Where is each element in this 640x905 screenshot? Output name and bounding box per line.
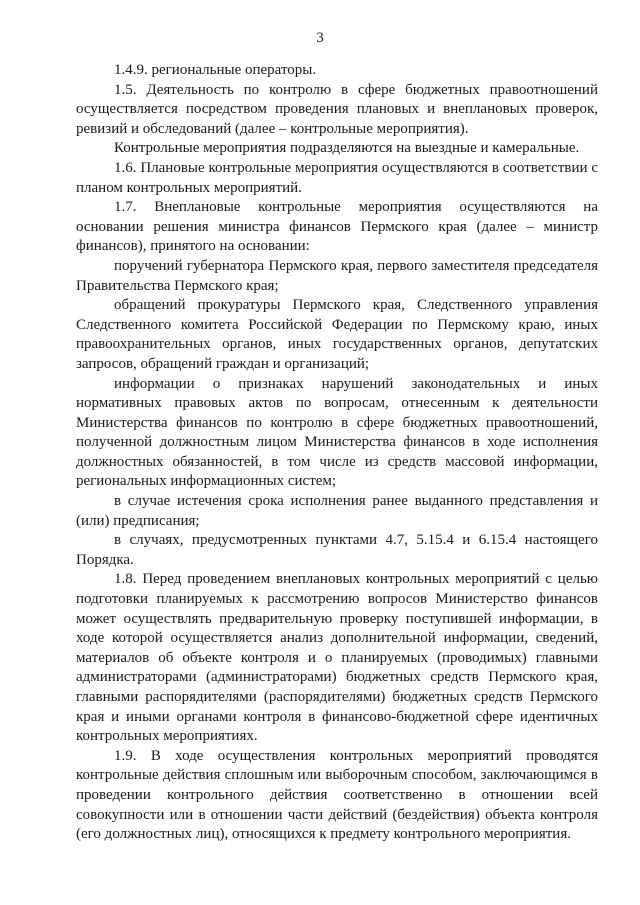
paragraph-1-9: 1.9. В ходе осуществления контрольных мероприятий проводятся контрольные действия сплошным или выборочным способом, заключающимся в проведении контрольного действия соответственно в отношении всей совокупности или в отношении части действий (бездействия) объекта контроля (его должностных лиц), относящихся к предмету контрольного мероприятия.	[76, 747, 598, 843]
paragraph-1-5: 1.5. Деятельность по контролю в сфере бюджетных правоотношений осуществляется посредством проведения плановых и внеплановых проверок, ревизий и обследований (далее – контрольные мероприятия).	[76, 81, 598, 137]
document-body	[76, 61, 598, 845]
paragraph-governor-orders: поручений губернатора Пермского края, первого заместителя председателя Правительства Пермского края;	[76, 257, 598, 294]
paragraph-1-4-9: 1.4.9. региональные операторы.	[114, 62, 317, 78]
paragraph-1-7: 1.7. Внеплановые контрольные мероприятия осуществляются на основании решения министра финансов Пермского края (далее – министр финансов), принятого на основании:	[76, 199, 598, 255]
paragraph-1-8: 1.8. Перед проведением внеплановых контрольных мероприятий с целью подготовки планируемых к рассмотрению вопросов Министерство финансов может осуществлять предварительную проверку поступившей информации, в ходе которой осуществляется анализ дополнительной информации, сведений, материалов об объекте контроля и о планируемых (проводимых) главными администраторами (администраторами) бюджетных средств Пермского края, главными распорядителями (распорядителями) бюджетных средств Пермского края и иными органами контроля в финансово-бюджетной сфере идентичных контрольных мероприятиях.	[76, 571, 598, 745]
page-number: 3	[316, 30, 324, 46]
paragraph-prosecutor-appeals: обращений прокуратуры Пермского края, Следственного управления Следственного комитета Российской Федерации по Пермскому краю, иных правоохранительных органов, иных государственных органов, депутатских запросов, обращений граждан и организаций;	[76, 297, 598, 372]
paragraph-expired-deadline: в случае истечения срока исполнения ранее выданного представления и (или) предписания;	[76, 493, 598, 529]
paragraph-1-6: 1.6. Плановые контрольные мероприятия осуществляются в соответствии с планом контрольных мероприятий.	[76, 159, 598, 196]
paragraph-listed-cases: в случаях, предусмотренных пунктами 4.7, 5.15.4 и 6.15.4 настоящего Порядка.	[76, 532, 598, 568]
paragraph-control-types: Контрольные мероприятия подразделяются на выездные и камеральные.	[114, 140, 580, 157]
paragraph-violation-information: информации о признаках нарушений законодательных и иных нормативных правовых актов по вопросам, отнесенным к деятельности Министерства финансов по контролю в сфере бюджетных правоотношений, полученной должностным лицом Министерства финансов в ходе исполнения должностных обязанностей, в том числе из средств массовой информации, региональных информационных систем;	[76, 375, 598, 490]
